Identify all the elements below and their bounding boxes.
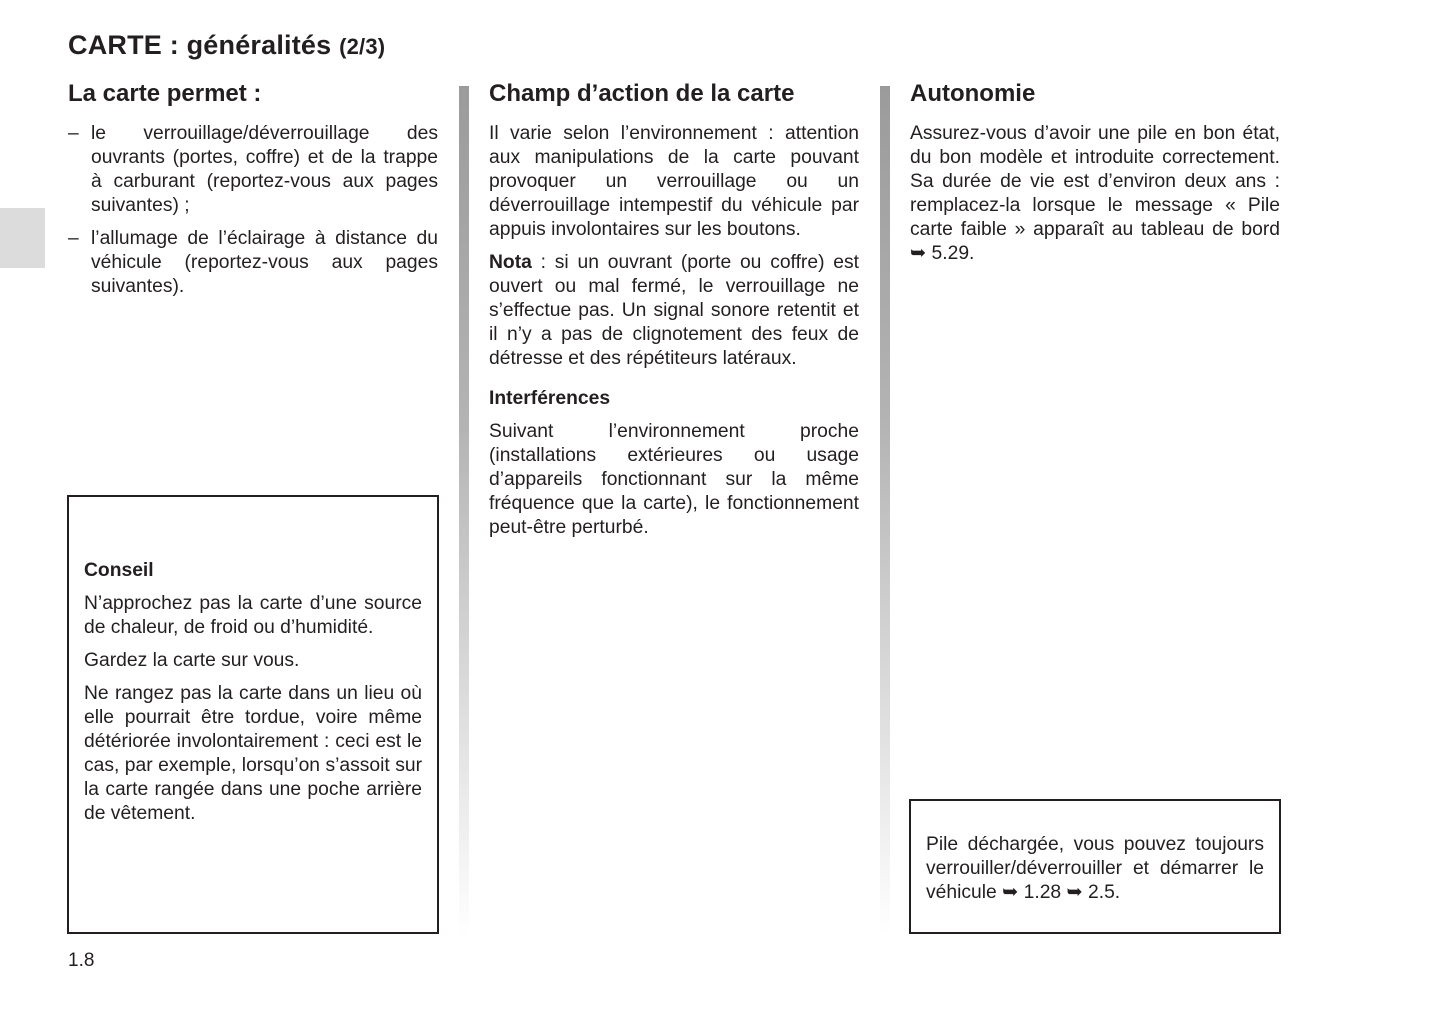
- advice-paragraph: Gardez la carte sur vous.: [84, 650, 300, 671]
- column-divider-left: [459, 86, 469, 936]
- page-number: 1.8: [68, 950, 95, 971]
- section-tab-marker: [0, 208, 45, 268]
- autonomy-column: [910, 80, 1280, 266]
- advice-paragraph: N’approchez pas la carte d’une source de chaleur, de froid ou d’humidité.: [84, 593, 422, 638]
- page-counter: (2/3): [339, 34, 386, 59]
- nota-paragraph: [489, 251, 859, 371]
- list-item: – le verrouillage/déverrouillage des ouvrants (portes, coffre) et de la trappe à carburant (reportez-vous aux pages suivantes) ;: [68, 122, 438, 218]
- interference-heading: Interférences: [489, 388, 611, 409]
- nota-text: : si un ouvrant (porte ou coffre) est ouvert ou mal fermé, le verrouillage ne s’effectue pas. Un signal sonore retentit et il n’y a pas de clignotement des feux de détresse et des répétiteurs latéraux.: [489, 252, 859, 369]
- page-title-text: CARTE : généralités: [68, 30, 332, 60]
- card-functions-list: [68, 122, 438, 299]
- card-functions-heading: La carte permet :: [68, 80, 262, 107]
- advice-paragraph: Ne rangez pas la carte dans un lieu où elle pourrait être tordue, voire même détériorée involontairement : ceci est le cas, par exemple, lorsqu’on s’assoit sur la carte rangée dans une poche arrière de vêtement.: [84, 683, 422, 824]
- autonomy-text: Assurez-vous d’avoir une pile en bon état, du bon modèle et introduite correctement. Sa durée de vie est d’environ deux ans : remplacez-la lorsque le message « Pile carte faible » apparaît au tableau de bord ➥ 5.29.: [910, 123, 1280, 264]
- battery-note-box: [909, 799, 1281, 934]
- page-title: [68, 30, 385, 61]
- advice-heading: Conseil: [84, 560, 154, 581]
- list-item: – l’allumage de l’éclairage à distance du véhicule (reportez-vous aux pages suivantes).: [68, 227, 438, 299]
- column-divider-right: [880, 86, 890, 936]
- battery-note-text: Pile déchargée, vous pouvez toujours verrouiller/déverrouiller et démarrer le véhicule ➥ 1.28 ➥ 2.5.: [926, 834, 1264, 903]
- card-range-column: [489, 80, 859, 540]
- advice-box: [67, 495, 439, 934]
- interference-text: Suivant l’environnement proche (installations extérieures ou usage d’appareils fonctionnant sur la même fréquence que la carte), le fonctionnement peut-être perturbé.: [489, 421, 859, 538]
- card-functions-column: [68, 80, 438, 308]
- card-range-intro: Il varie selon l’environnement : attention aux manipulations de la carte pouvant provoquer un verrouillage ou un déverrouillage intempestif du véhicule par appuis involontaires sur les boutons.: [489, 123, 859, 240]
- autonomy-heading: Autonomie: [910, 80, 1036, 107]
- card-range-heading: Champ d’action de la carte: [489, 80, 795, 107]
- nota-label: Nota: [489, 252, 532, 273]
